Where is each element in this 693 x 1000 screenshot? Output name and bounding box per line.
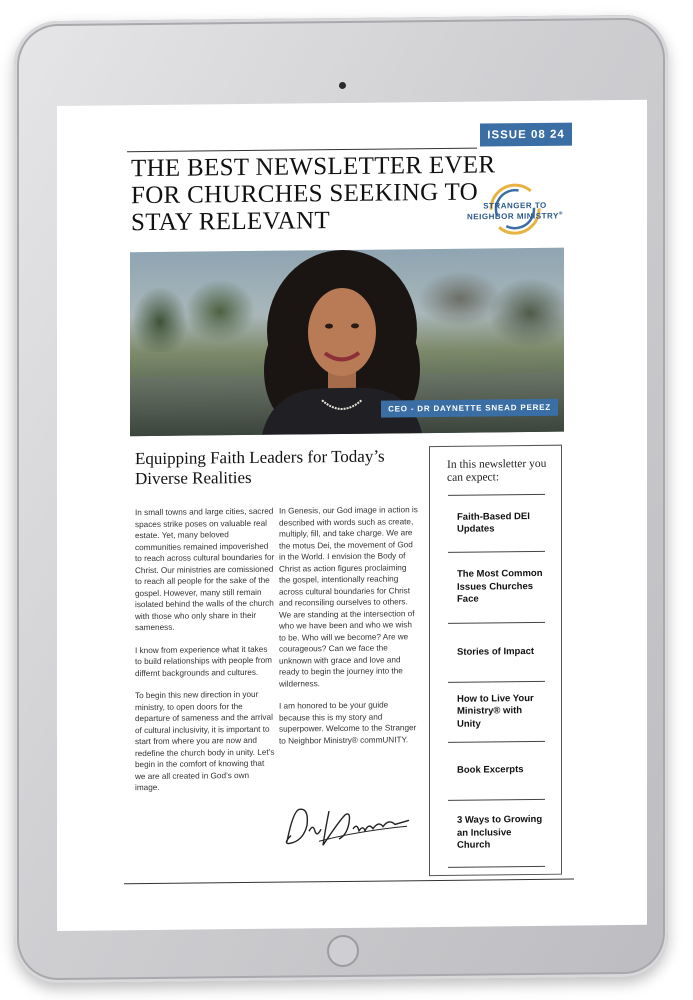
paragraph: I am honored to be your guide because this is my story and superpower. Welcome to the Stranger to Neighbor Ministry® commUNITY. xyxy=(279,700,417,746)
home-button[interactable] xyxy=(327,935,359,967)
sidebar-item-book-excerpts[interactable] xyxy=(448,741,545,800)
title-line: THE BEST NEWSLETTER EVER xyxy=(131,151,496,183)
sidebar-item-label: How to Live Your Ministry® with Unity xyxy=(457,692,534,730)
hero-caption: CEO - DR DAYNETTE SNEAD PEREZ xyxy=(381,399,558,418)
newsletter-title xyxy=(131,151,511,236)
sidebar-item-inclusive-church[interactable] xyxy=(448,799,545,867)
sidebar-title: In this newsletter you can expect: xyxy=(447,457,547,484)
sidebar-item-label: Stories of Impact xyxy=(457,645,535,658)
article-column-2 xyxy=(279,504,419,757)
registered-mark: ® xyxy=(558,210,563,217)
issue-badge: ISSUE 08 24 xyxy=(480,123,572,147)
logo-line-1: STRANGER TO xyxy=(483,200,547,211)
paragraph: I know from experience what it takes to build relationships with people from differnt backgrounds and cultures. xyxy=(135,644,272,678)
sidebar-item-stories[interactable] xyxy=(448,622,545,682)
contents-sidebar xyxy=(429,445,562,876)
article-column-1 xyxy=(135,506,275,805)
sidebar-bottom-rule xyxy=(448,866,545,868)
hero-photo xyxy=(130,248,564,437)
tablet-screen xyxy=(57,100,647,931)
paragraph: In small towns and large cities, sacred spaces strike poses on valuable real estate. Yet, many beloved communities remained impoverished to reach across cultural boundaries for Christ. Our ministries are comissioned to reach all people for the sake of the gospel. However, many still remain isolated behind the walls of the church with those who only share in their sameness. xyxy=(135,506,275,633)
article-heading: Equipping Faith Leaders for Today’s Diverse Realities xyxy=(135,446,385,489)
logo-line-2-text: NEIGHBOR MINISTRY xyxy=(467,211,559,222)
sidebar-item-live-ministry[interactable] xyxy=(448,681,545,742)
footer-rule xyxy=(124,879,574,885)
logo-line-2 xyxy=(467,211,563,222)
sidebar-item-label: 3 Ways to Growing an Inclusive Church xyxy=(457,814,543,852)
ministry-logo xyxy=(467,181,563,238)
sidebar-item-label: Faith-Based DEI Updates xyxy=(457,510,530,535)
sidebar-item-dei-updates[interactable] xyxy=(448,494,545,552)
tablet-frame xyxy=(14,15,668,984)
sidebar-item-label: The Most Common Issues Churches Face xyxy=(457,568,543,606)
signature xyxy=(279,800,414,853)
title-line: FOR CHURCHES SEEKING TO xyxy=(131,178,478,210)
sidebar-item-common-issues[interactable] xyxy=(448,551,545,623)
sidebar-item-label: Book Excerpts xyxy=(457,764,524,777)
paragraph: In Genesis, our God image in action is described with words such as create, multiply, fill, and take charge. We are the motus Dei, the movement of God in the World. I envision the Body of Christ as action figures proclaiming the gospel, intentionally reaching across cultural boundaries for Christ and reconsiling ourselves to others. We are standing at the intersection of who we have been and who we wish to be. Who will we become? Are we courageous? Can we face the unknown with grace and love and ready to begin the journey into the wilderness. xyxy=(279,505,418,689)
paragraph: To begin this new direction in your ministry, to open doors for the departure of sameness and the arrival of cultural inclusivity, it is important to start from where you are now and redefine the church body in unity. Let’s begin in the comfort of knowing that we are all created in God’s own image. xyxy=(135,689,275,793)
title-line: STAY RELEVANT xyxy=(131,207,330,237)
camera-dot xyxy=(339,82,346,89)
